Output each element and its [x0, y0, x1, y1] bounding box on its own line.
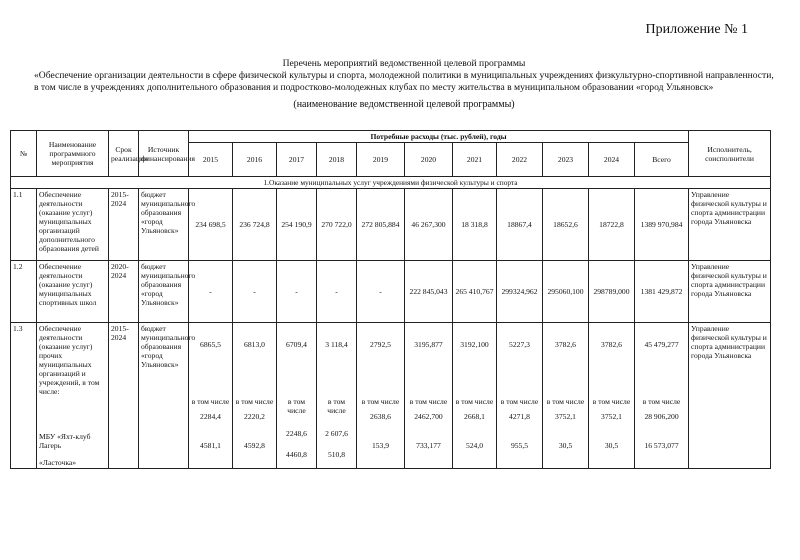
header-executor: Исполнитель, соисполнители — [689, 131, 771, 177]
total-cell: 1389 970,984 — [635, 189, 689, 261]
sub-value-cell: 2668,1 — [464, 412, 485, 421]
sub-value-cell: 153,9 — [371, 441, 390, 450]
sub-value-cell: 4581,1 — [200, 441, 221, 450]
value-cell: 5227,3 — [509, 340, 530, 349]
row-name-block — [37, 323, 109, 469]
value-cell-stack — [357, 323, 405, 469]
section-row — [11, 177, 771, 189]
value-cell: 6865,5 — [200, 340, 221, 349]
document-title: Перечень мероприятий ведомственной целевой программы — [282, 58, 526, 69]
value-cell: - — [277, 261, 317, 323]
row-executor: Управление физической культуры и спорта администрации города Ульяновска — [689, 323, 771, 469]
row-name: Обеспечение деятельности (оказание услуг) прочих муниципальных организаций и учреждений, в том числе: — [39, 324, 100, 396]
value-cell: 295060,100 — [543, 261, 589, 323]
total-header: Всего — [635, 143, 689, 177]
year-header: 2020 — [405, 143, 453, 177]
sub-org-name: «Ласточка» — [39, 458, 77, 467]
appendix-label: Приложение № 1 — [645, 22, 748, 37]
incl-label: в том числе — [546, 397, 585, 406]
sub-value-cell: 524,0 — [465, 441, 484, 450]
table-header-row — [11, 131, 771, 143]
value-cell: 3195,877 — [414, 340, 443, 349]
value-cell: 254 190,9 — [277, 189, 317, 261]
value-cell: 6709,4 — [286, 340, 307, 349]
sub-value-cell: 3752,1 — [555, 412, 576, 421]
incl-label: в том числе — [455, 397, 494, 406]
sub-value-cell: 4460,8 — [286, 450, 307, 459]
row-name: Обеспечение деятельности (оказание услуг) муниципальных организаций дополнительного образования детей — [37, 189, 109, 261]
incl-label: в том числе — [642, 397, 681, 406]
row-source: бюджет муниципального образования «город Ульяновск» — [139, 189, 189, 261]
sub-value-cell: 30,5 — [558, 441, 573, 450]
row-number: 1.1 — [11, 189, 37, 261]
value-cell: - — [357, 261, 405, 323]
sub-value-cell: 2638,6 — [370, 412, 391, 421]
year-header: 2016 — [233, 143, 277, 177]
sub-value-cell: 2248,6 — [286, 429, 307, 438]
year-header: 2021 — [453, 143, 497, 177]
incl-label: в том числе — [327, 397, 346, 415]
sub-value-cell: 4271,8 — [509, 412, 530, 421]
total-cell: 45 479,277 — [644, 340, 679, 349]
document-header — [34, 58, 774, 111]
value-cell: 6813,0 — [244, 340, 265, 349]
sub-total-cell: 16 573,077 — [644, 441, 679, 450]
year-header: 2019 — [357, 143, 405, 177]
value-cell: 222 845,043 — [405, 261, 453, 323]
row-executor: Управление физической культуры и спорта администрации города Ульяновска — [689, 261, 771, 323]
total-cell: 1381 429,872 — [635, 261, 689, 323]
incl-label: в том числе — [409, 397, 448, 406]
section-title: 1.Оказание муниципальных услуг учреждениями физической культуры и спорта — [11, 177, 771, 189]
sub-value-cell: 30,5 — [604, 441, 619, 450]
sub-value-cell: 510,8 — [327, 450, 346, 459]
sub-org-name: МБУ «Яхт-клуб Лагерь — [39, 432, 91, 450]
value-cell: - — [317, 261, 357, 323]
value-cell: 18 318,8 — [453, 189, 497, 261]
year-header: 2024 — [589, 143, 635, 177]
measures-table — [10, 130, 771, 469]
row-source: бюджет муниципального образования «город Ульяновск» — [139, 261, 189, 323]
year-header: 2023 — [543, 143, 589, 177]
table-row — [11, 189, 771, 261]
incl-label: в том числе — [500, 397, 539, 406]
sub-value-cell: 2284,4 — [200, 412, 221, 421]
sub-value-cell: 4592,8 — [244, 441, 265, 450]
value-cell-stack — [589, 323, 635, 469]
row-source: бюджет муниципального образования «город Ульяновск» — [139, 323, 189, 469]
value-cell-stack — [405, 323, 453, 469]
value-cell: 18652,6 — [543, 189, 589, 261]
value-cell: 236 724,8 — [233, 189, 277, 261]
value-cell: 298789,000 — [589, 261, 635, 323]
value-cell-stack — [317, 323, 357, 469]
value-cell: 299324,962 — [497, 261, 543, 323]
value-cell: 2792,5 — [370, 340, 391, 349]
sub-value-cell: 2 607,6 — [325, 429, 348, 438]
value-cell: - — [189, 261, 233, 323]
table-row — [11, 261, 771, 323]
header-no: № — [11, 131, 37, 177]
row-executor: Управление физической культуры и спорта администрации города Ульяновска — [689, 189, 771, 261]
header-term: Срок реализации — [109, 131, 139, 177]
year-header: 2015 — [189, 143, 233, 177]
value-cell: 3192,100 — [460, 340, 489, 349]
sub-value-cell: 955,5 — [510, 441, 529, 450]
value-cell: 18722,8 — [589, 189, 635, 261]
incl-label: в том числе — [361, 397, 400, 406]
value-cell-stack — [453, 323, 497, 469]
sub-value-cell: 3752,1 — [601, 412, 622, 421]
incl-label: в том числе — [191, 397, 230, 406]
total-cell-stack — [635, 323, 689, 469]
value-cell: 3782,6 — [555, 340, 576, 349]
value-cell-stack — [277, 323, 317, 469]
table-row — [11, 323, 771, 469]
incl-label: в том числе — [287, 397, 306, 415]
value-cell: 265 410,767 — [453, 261, 497, 323]
sub-value-cell: 2462,700 — [414, 412, 443, 421]
value-cell: - — [233, 261, 277, 323]
value-cell: 3782,6 — [601, 340, 622, 349]
row-name: Обеспечение деятельности (оказание услуг) муниципальных спортивных школ — [37, 261, 109, 323]
value-cell-stack — [497, 323, 543, 469]
value-cell: 18867,4 — [497, 189, 543, 261]
header-source: Источник финансирования — [139, 131, 189, 177]
row-number: 1.3 — [11, 323, 37, 469]
value-cell: 46 267,300 — [405, 189, 453, 261]
incl-label: в том числе — [592, 397, 631, 406]
value-cell-stack — [543, 323, 589, 469]
program-caption: (наименование ведомственной целевой программы) — [293, 99, 515, 110]
sub-total-cell: 28 906,200 — [644, 412, 679, 421]
sub-value-cell: 2220,2 — [244, 412, 265, 421]
row-term: 2015-2024 — [109, 189, 139, 261]
header-name: Наименование программного мероприятия — [37, 131, 109, 177]
value-cell-stack — [233, 323, 277, 469]
year-header: 2022 — [497, 143, 543, 177]
row-term: 2015-2024 — [109, 323, 139, 469]
header-needs: Потребные расходы (тыс. рублей), годы — [189, 131, 689, 143]
year-header: 2017 — [277, 143, 317, 177]
incl-label: в том числе — [235, 397, 274, 406]
program-name: «Обеспечение организации деятельности в сфере физической культуры и спорта, молодежной политики в муниципальных учреждениях физкультурно-спортивной направленности, в том числе в учреждениях дополнительного образования и подростково-молодежных клубах по месту жительства в муниципальном образовании «город Ульяновск» — [34, 70, 774, 93]
value-cell: 3 118,4 — [325, 340, 348, 349]
row-term: 2020-2024 — [109, 261, 139, 323]
year-header: 2018 — [317, 143, 357, 177]
sub-value-cell: 733,177 — [416, 441, 441, 450]
row-number: 1.2 — [11, 261, 37, 323]
value-cell: 272 805,884 — [357, 189, 405, 261]
value-cell: 234 698,5 — [189, 189, 233, 261]
value-cell-stack — [189, 323, 233, 469]
value-cell: 270 722,0 — [317, 189, 357, 261]
